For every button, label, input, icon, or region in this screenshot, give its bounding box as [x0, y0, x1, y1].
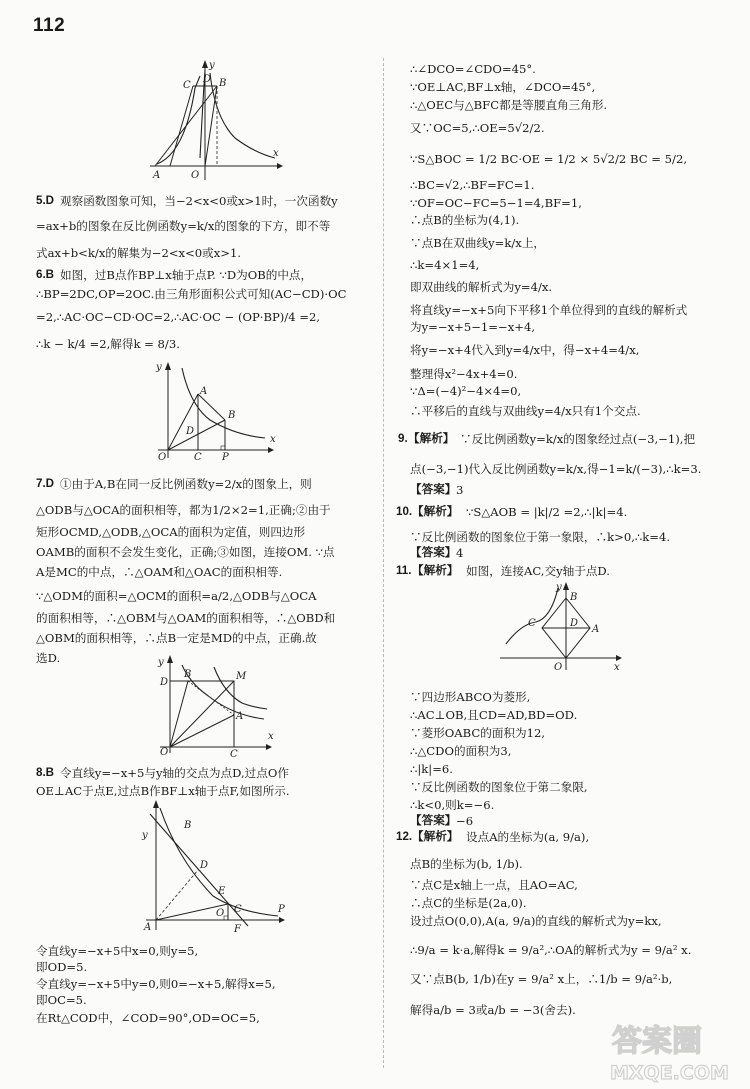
q9-answer: 3	[456, 483, 464, 497]
figure-q11	[496, 582, 626, 674]
q7-line: OAMB的面积不会发生变化，正确;③如图，连接OM. ∵点	[36, 545, 335, 559]
figure-q4	[145, 58, 285, 183]
q11-line: ∴AC⊥OB,且CD=AD,BD=OD.	[410, 708, 578, 722]
figure-q8	[138, 800, 288, 935]
fig-label: x	[268, 731, 274, 742]
q12-line: 解得a/b = 3或a/b = −3(舍去).	[410, 1003, 576, 1017]
fig-label: C	[183, 80, 191, 91]
q7-line: ∵△ODM的面积=△OCM的面积=a/2,△ODB与△OCA	[36, 589, 317, 603]
fig-label: A	[236, 711, 244, 722]
q12-line: 点B的坐标为(b, 1/b).	[410, 857, 523, 871]
fig-label: D	[200, 860, 209, 871]
fig-label: A	[153, 170, 161, 181]
fig-label: y	[556, 582, 562, 593]
fig-label: y	[209, 60, 215, 71]
q8-after-line: 令直线y=−x+5中x=0,则y=5,	[36, 944, 199, 958]
fig-label: x	[614, 662, 620, 673]
q11-line: ∵反比例函数的图象位于第二象限,	[410, 780, 588, 794]
q10-number: 10.	[396, 505, 413, 518]
q8-cont-line: ∴△OEC与△BFC都是等腰直角三角形.	[410, 98, 608, 112]
q8-after-line: 即OD=5.	[36, 960, 88, 974]
fig-label: O	[554, 662, 563, 673]
fig-label: C	[528, 618, 536, 629]
fig-label: B	[570, 592, 578, 603]
fig-label: C	[234, 904, 242, 915]
q11-line: ∵四边形ABCO为菱形,	[410, 690, 531, 704]
fig-label: y	[142, 830, 148, 841]
q8-cont-line: ∵S△BOC = 1/2 BC·OE = 1/2 × 5√2/2 BC = 5/2,	[410, 152, 688, 166]
fig-label: x	[270, 434, 276, 445]
fig-label: F	[234, 924, 241, 935]
q11-line: ∴△CDO的面积为3,	[410, 744, 512, 758]
figure-q6	[150, 360, 280, 462]
fig-label: M	[236, 671, 247, 682]
q7-line: △ODB与△OCA的面积相等，都为1/2×2=1,正确;②由于	[36, 503, 331, 517]
q12-line: ∴9/a = k·a,解得k = 9/a²,∴OA的解析式为y = 9/a² x.	[410, 943, 692, 957]
watermark-line1: 答案圈	[612, 1024, 702, 1059]
q7-line: △OBM的面积相等，∴点B一定是MD的中点，正确.故	[36, 631, 317, 645]
q10-line: ∵反比例函数的图象位于第一象限，∴k>0,∴k=4.	[410, 530, 671, 544]
fig-label: x	[273, 148, 279, 159]
q11-intro: 如图，连接AC,交y轴于点D.	[466, 564, 610, 578]
q7-line: ①由于A,B在同一反比例函数y=2/x的图象上，则	[60, 477, 312, 491]
q5-number: 5.D	[36, 194, 55, 207]
q11-number: 11.	[396, 564, 412, 577]
q8-after-line: 即OC=5.	[36, 993, 87, 1007]
q8-cont-line: 又∵OC=5,∴OE=5√2/2.	[410, 121, 545, 135]
fig-label: y	[158, 657, 164, 668]
column-divider	[383, 58, 384, 1068]
q11-answer-tag: 【答案】	[410, 814, 457, 827]
fig-label: D	[160, 677, 169, 688]
q10-line: ∵S△AOB = |k|/2 =2,∴|k|=4.	[466, 505, 628, 519]
q8-cont-line: ∵Δ=(−4)²−4×4=0,	[410, 384, 522, 398]
fig-label: O	[191, 170, 200, 181]
fig-label: y	[156, 362, 162, 373]
q8-cont-line: ∵点B在双曲线y=k/x上，	[410, 236, 546, 250]
fig-label: B	[219, 78, 227, 89]
watermark-line2: MXQE.COM	[610, 1062, 729, 1084]
q5-line: 观察函数图象可知，当−2<x<0或x>1时，一次函数y	[60, 194, 338, 208]
page-number: 112	[33, 15, 66, 36]
fig-label: D	[186, 426, 195, 437]
q9-line: ∵反比例函数y=k/x的图象经过点(−3,−1),把	[460, 432, 696, 446]
q8-cont-line: 将y=−x+4代入到y=4/x中，得−x+4=4/x,	[410, 343, 640, 357]
q11-line: ∴k<0,则k=−6.	[410, 798, 495, 812]
q8-cont-line: 将直线y=−x+5向下平移1个单位得到的直线的解析式	[410, 303, 688, 317]
fig-label: D	[570, 618, 579, 629]
q12-line: ∵点C是x轴上一点，且AO=AC,	[410, 878, 578, 892]
q11-answer: −6	[456, 814, 474, 828]
q6-line: 如图，过B点作BP⊥x轴于点P. ∵D为OB的中点，	[60, 268, 313, 282]
fig-label: O	[216, 908, 225, 919]
q8-cont-line: ∴BC=√2,∴BF=FC=1.	[410, 178, 535, 192]
q10-answer-tag: 【答案】	[410, 546, 457, 559]
q7-line: 矩形OCMD,△ODB,△OCA的面积为定值，则四边形	[36, 525, 306, 539]
q12-line: 设过点O(0,0),A(a, 9/a)的直线的解析式为y=kx,	[410, 914, 662, 928]
q8-cont-line: 整理得x²−4x+4=0.	[410, 367, 518, 381]
q6-number: 6.B	[36, 268, 55, 281]
q8-cont-line: ∴平移后的直线与双曲线y=4/x只有1个交点.	[410, 404, 641, 418]
fig-label: B	[184, 820, 192, 831]
fig-label: B	[228, 410, 236, 421]
q8-after-line: 令直线y=−x+5中y=0,则0=−x+5,解得x=5,	[36, 977, 276, 991]
q12-number: 12.	[396, 830, 413, 843]
q8-cont-line: ∴k=4×1=4,	[410, 258, 480, 272]
q8-after-line: 在Rt△COD中，∠COD=90°,OD=OC=5,	[36, 1011, 260, 1025]
q6-line: =2,∴AC·OC−CD·OC=2,∴AC·OC − (OP·BP)/4 =2,	[36, 310, 321, 324]
q5-line: =ax+b的图象在反比例函数y=k/x的图象的下方，即不等	[36, 219, 331, 233]
q11-tag: 【解析】	[412, 564, 459, 577]
q11-line: ∵菱形OABC的面积为12,	[410, 726, 546, 740]
q7-line: 选D.	[36, 651, 61, 665]
fig-label: O	[158, 452, 167, 463]
q9-line: 点(−3,−1)代入反比例函数y=k/x,得−1=k/(−3),∴k=3.	[410, 462, 702, 476]
q6-line: ∴BP=2DC,OP=2OC.由三角形面积公式可知(AC−CD)·OC	[36, 287, 347, 301]
watermark-logo	[604, 1015, 744, 1085]
figure-q7	[152, 655, 277, 760]
fig-label: P	[222, 452, 229, 463]
q9-tag: 【解析】	[408, 432, 455, 445]
q7-line: A是MC的中点，∴△OAM和△OAC的面积相等.	[36, 565, 283, 579]
q12-line: ∴点C的坐标是(2a,0).	[410, 896, 527, 910]
q8-cont-line: ∵OF=OC−FC=5−1=4,BF=1,	[410, 196, 582, 210]
fig-label: A	[200, 386, 208, 397]
q5-line: 式ax+b<k/x的解集为−2<x<0或x>1.	[36, 246, 242, 260]
q8-cont-line: ∴∠DCO=∠CDO=45°.	[410, 62, 536, 76]
fig-label: E	[218, 886, 226, 897]
q8-cont-line: ∵OE⊥AC,BF⊥x轴，∠DCO=45°,	[410, 80, 596, 94]
fig-label: B	[184, 669, 192, 680]
q9-answer-tag: 【答案】	[410, 483, 457, 496]
q11-line: ∴|k|=6.	[410, 762, 453, 776]
q8-cont-line: 为y=−x+5−1=−x+4,	[410, 320, 536, 334]
q8-cont-line: 即双曲线的解析式为y=4/x.	[410, 280, 553, 294]
fig-label: C	[230, 749, 238, 760]
q12-line: 设点A的坐标为(a, 9/a),	[466, 830, 590, 844]
fig-label: O	[160, 747, 169, 758]
q8-line: OE⊥AC于点E,过点B作BF⊥x轴于点F,如图所示.	[36, 784, 290, 798]
fig-label: A	[592, 624, 600, 635]
q8-line: 令直线y=−x+5与y轴的交点为点D,过点O作	[60, 766, 289, 780]
q12-line: 又∵点B(b, 1/b)在y = 9/a² x上，∴1/b = 9/a²·b,	[410, 972, 673, 986]
q8-number: 8.B	[36, 766, 55, 779]
fig-label: D	[203, 74, 212, 85]
q8-cont-line: ∴点B的坐标为(4,1).	[410, 213, 520, 227]
fig-label: A	[144, 922, 152, 933]
q10-answer: 4	[456, 546, 464, 560]
q12-tag: 【解析】	[412, 830, 459, 843]
q10-tag: 【解析】	[412, 505, 459, 518]
q7-number: 7.D	[36, 477, 55, 490]
q9-number: 9.	[398, 432, 408, 445]
q6-line: ∴k − k/4 =2,解得k = 8/3.	[36, 337, 180, 351]
fig-label: C	[194, 452, 202, 463]
q7-line: 的面积相等，∴△OBM与△OAM的面积相等，∴△OBD和	[36, 611, 336, 625]
fig-label: P	[278, 904, 285, 915]
